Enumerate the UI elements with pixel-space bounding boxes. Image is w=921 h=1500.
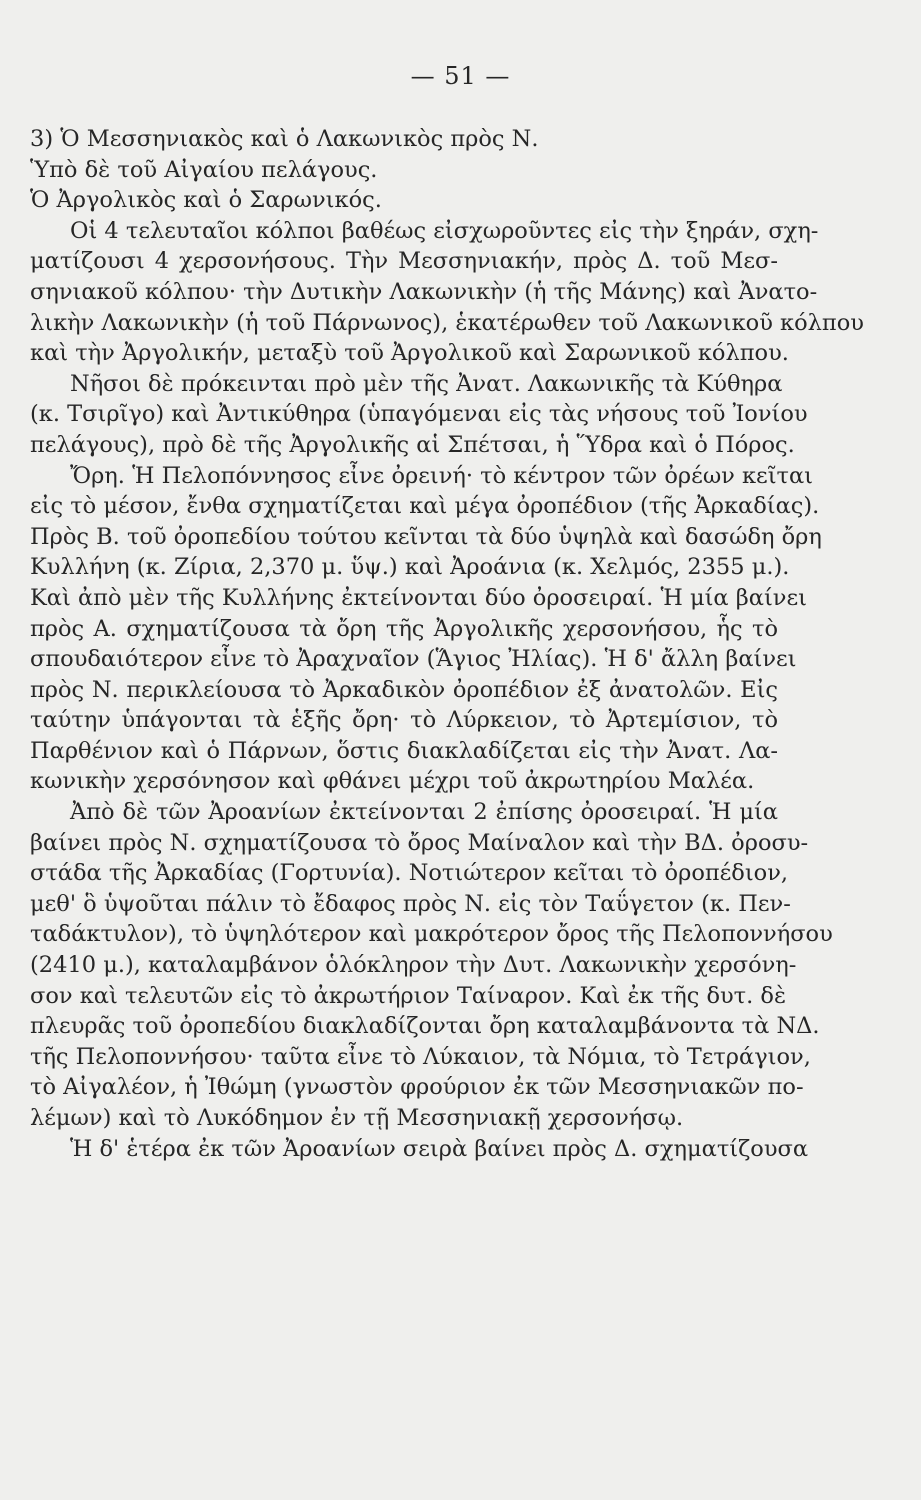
body-text xyxy=(30,124,864,1164)
text-line: σον καὶ τελευτῶν εἰς τὸ ἀκρωτήριον Ταίναρον. Καὶ ἐκ τῆς δυτ. δὲ xyxy=(30,982,787,1009)
text-line: σπουδαιότερον εἶνε τὸ Ἀραχναῖον (Ἅγιος Ἠλίας). Ἡ δ' ἄλλη βαίνει xyxy=(30,646,797,673)
text-line: ταύτην ὑπάγονται τὰ ἑξῆς ὄρη· τὸ Λύρκειον, τὸ Ἀρτεμίσιον, τὸ xyxy=(30,707,778,734)
text-line: Ὁ Ἀργολικὸς καὶ ὁ Σαρωνικός. xyxy=(30,187,382,214)
text-line: ματίζουσι 4 χερσονήσους. Τὴν Μεσσηνιακήν, πρὸς Δ. τοῦ Μεσ- xyxy=(30,248,778,275)
text-line: (2410 μ.), καταλαμβάνον ὁλόκληρον τὴν Δυτ. Λακωνικὴν χερσόνη- xyxy=(30,952,797,979)
text-line: Ὄρη. Ἡ Πελοπόννησος εἶνε ὀρεινή· τὸ κέντρον τῶν ὀρέων κεῖται xyxy=(70,462,813,489)
text-line: Ἡ δ' ἑτέρα ἐκ τῶν Ἀροανίων σειρὰ βαίνει πρὸς Δ. σχηματίζουσα xyxy=(70,1135,809,1162)
text-line: τὸ Αἰγαλέον, ἡ Ἰθώμη (γνωστὸν φρούριον ἐκ τῶν Μεσσηνιακῶν πο- xyxy=(30,1074,804,1101)
text-line: Κυλλήνη (κ. Ζίρια, 2,370 μ. ὕψ.) καὶ Ἀροάνια (κ. Χελμός, 2355 μ.). xyxy=(30,554,790,581)
text-line: Ὑπὸ δὲ τοῦ Αἰγαίου πελάγους. xyxy=(30,156,378,183)
text-line: πελάγους), πρὸ δὲ τῆς Ἀργολικῆς αἱ Σπέτσαι, ἡ Ὕδρα καὶ ὁ Πόρος. xyxy=(30,431,795,458)
text-line: Καὶ ἀπὸ μὲν τῆς Κυλλήνης ἐκτείνονται δύο ὀροσειραί. Ἡ μία βαίνει xyxy=(30,584,807,611)
text-line: τῆς Πελοποννήσου· ταῦτα εἶνε τὸ Λύκαιον, τὰ Νόμια, τὸ Τετράγιον, xyxy=(30,1043,811,1070)
text-line: λικὴν Λακωνικὴν (ἡ τοῦ Πάρνωνος), ἑκατέρωθεν τοῦ Λακωνικοῦ κόλπου xyxy=(30,309,864,336)
text-line: Ἀπὸ δὲ τῶν Ἀροανίων ἐκτείνονται 2 ἐπίσης ὀροσειραί. Ἡ μία xyxy=(70,799,778,826)
text-line: ταδάκτυλον), τὸ ὑψηλότερον καὶ μακρότερον ὄρος τῆς Πελοποννήσου xyxy=(30,921,833,948)
text-line: πλευρᾶς τοῦ ὀροπεδίου διακλαδίζονται ὄρη καταλαμβάνοντα τὰ ΝΔ. xyxy=(30,1013,820,1040)
text-line: μεθ' ὃ ὑψοῦται πάλιν τὸ ἔδαφος πρὸς Ν. εἰς τὸν Ταΰγετον (κ. Πεν- xyxy=(30,890,791,917)
text-line: εἰς τὸ μέσον, ἔνθα σχηματίζεται καὶ μέγα ὀροπέδιον (τῆς Ἀρκαδίας). xyxy=(30,493,820,520)
text-line: βαίνει πρὸς Ν. σχηματίζουσα τὸ ὄρος Μαίναλον καὶ τὴν ΒΔ. ὀροσυ- xyxy=(30,829,809,856)
text-line: Οἱ 4 τελευταῖοι κόλποι βαθέως εἰσχωροῦντες εἰς τὴν ξηράν, σχη- xyxy=(70,217,819,244)
text-line: (κ. Τσιρῖγο) καὶ Ἀντικύθηρα (ὑπαγόμεναι εἰς τὰς νήσους τοῦ Ἰονίου xyxy=(30,401,808,428)
text-line: στάδα τῆς Ἀρκαδίας (Γορτυνία). Νοτιώτερον κεῖται τὸ ὀροπέδιον, xyxy=(30,860,789,887)
text-line: πρὸς Α. σχηματίζουσα τὰ ὄρη τῆς Ἀργολικῆς χερσονήσου, ἧς τὸ xyxy=(30,615,778,642)
text-line: κωνικὴν χερσόνησον καὶ φθάνει μέχρι τοῦ ἀκρωτηρίου Μαλέα. xyxy=(30,768,755,795)
page-number: — 51 — xyxy=(410,62,511,90)
text-line: Νῆσοι δὲ πρόκεινται πρὸ μὲν τῆς Ἀνατ. Λακωνικῆς τὰ Κύθηρα xyxy=(70,370,783,397)
text-line: καὶ τὴν Ἀργολικήν, μεταξὺ τοῦ Ἀργολικοῦ καὶ Σαρωνικοῦ κόλπου. xyxy=(30,340,789,367)
text-line: λέμων) καὶ τὸ Λυκόδημον ἐν τῇ Μεσσηνιακῇ χερσονήσῳ. xyxy=(30,1105,684,1131)
text-line: 3) Ὁ Μεσσηνιακὸς καὶ ὁ Λακωνικὸς πρὸς Ν. xyxy=(30,126,539,152)
text-line: Παρθένιον καὶ ὁ Πάρνων, ὅστις διακλαδίζεται εἰς τὴν Ἀνατ. Λα- xyxy=(30,737,778,764)
text-line: Πρὸς Β. τοῦ ὀροπεδίου τούτου κεῖνται τὰ δύο ὑψηλὰ καὶ δασώδη ὄρη xyxy=(30,523,822,550)
text-line: σηνιακοῦ κόλπου· τὴν Δυτικὴν Λακωνικὴν (ἡ τῆς Μάνης) καὶ Ἀνατο- xyxy=(30,278,818,305)
text-line: πρὸς Ν. περικλείουσα τὸ Ἀρκαδικὸν ὀροπέδιον ἐξ ἀνατολῶν. Εἰς xyxy=(30,676,778,703)
